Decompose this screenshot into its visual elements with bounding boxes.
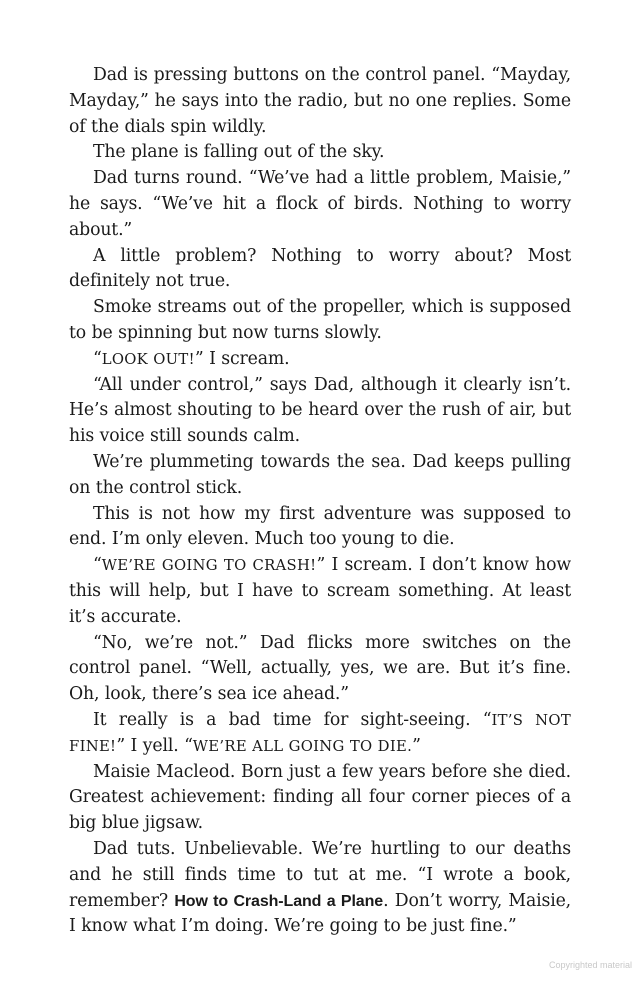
paragraph-dad-turns: Dad turns round. “We’ve had a little problem, Maisie,” he says. “We’ve hit a flock of birds. Nothing to worry about.” bbox=[69, 168, 571, 240]
paragraph-look-out bbox=[69, 347, 571, 373]
crash-shout: WE’RE GOING TO CRASH! bbox=[101, 557, 317, 575]
paragraph-plane-falling: The plane is falling out of the sky. bbox=[93, 142, 385, 163]
sightseeing-shout-1: IT’S NOT FINE! bbox=[69, 711, 571, 755]
lookout-shout: LOOK OUT! bbox=[101, 350, 195, 368]
tuts-before: Dad tuts. Unbelievable. We’re hurtling to our deaths and he still finds time to tut at me. “I wrote a book, remember? bbox=[69, 838, 571, 911]
sightseeing-shout-2: WE’RE ALL GOING TO DIE. bbox=[192, 737, 413, 755]
paragraph-first-adventure: This is not how my first adventure was supposed to end. I’m only eleven. Much too young to die. bbox=[69, 503, 571, 550]
paragraph-smoke: Smoke streams out of the propeller, which is supposed to be spinning but now turns slowly. bbox=[69, 297, 571, 343]
paragraph-little-problem: A little problem? Nothing to worry about? Most definitely not true. bbox=[69, 245, 571, 292]
paragraph-under-control bbox=[69, 373, 571, 450]
paragraph-plummeting: We’re plummeting towards the sea. Dad keeps pulling on the control stick. bbox=[69, 451, 571, 498]
paragraph-going-to-crash bbox=[69, 553, 571, 630]
paragraph-obituary: Maisie Macleod. Born just a few years before she died. Greatest achievement: finding all four corner pieces of a big blue jigsaw. bbox=[69, 761, 571, 834]
tuts-after: . Don’t worry, Maisie, I know what I’m doing. We’re going to be just fine.” bbox=[69, 890, 571, 937]
under-control-open-quote: “ bbox=[93, 374, 100, 395]
lookout-open-quote: “ bbox=[93, 348, 102, 369]
paragraph-sight-seeing bbox=[69, 708, 571, 760]
crash-open-quote: “ bbox=[93, 555, 102, 576]
lookout-tag: ” I scream. bbox=[194, 348, 290, 369]
sightseeing-before: It really is a bad time for sight-seeing. “ bbox=[93, 709, 492, 730]
copyright-watermark: Copyrighted material bbox=[548, 960, 632, 970]
book-title: How to Crash-Land a Plane bbox=[174, 892, 384, 910]
crash-rest: ” I scream. I don’t know how this will help, but I have to scream something. At least it’s accurate. bbox=[69, 555, 571, 627]
paragraph-sea-ice: “No, we’re not.” Dad flicks more switches on the control panel. “Well, actually, yes, we are. But it’s fine. Oh, look, there’s sea ice ahead.” bbox=[69, 632, 571, 705]
page-text bbox=[69, 63, 571, 940]
paragraph-mayday: Dad is pressing buttons on the control panel. “Mayday, Mayday,” he says into the radio, but no one replies. Some of the dials spin wildly. bbox=[69, 65, 571, 137]
under-control-text: All under control,” says Dad, although it clearly isn’t. He’s almost shouting to be heard over the rush of air, but his voice still sounds calm. bbox=[69, 374, 571, 447]
sightseeing-mid: ” I yell. “ bbox=[116, 735, 193, 756]
sightseeing-after: ” bbox=[412, 735, 421, 756]
paragraph-dad-tuts bbox=[69, 837, 571, 940]
